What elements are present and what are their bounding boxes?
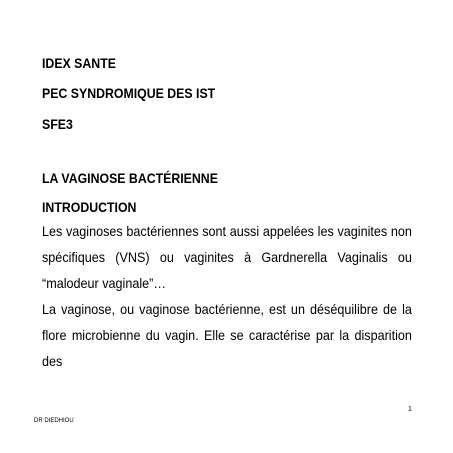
definition-paragraph: La vaginose, ou vaginose bactérienne, est un déséquilibre de la flore microbienne du vagin. Elle se caractérise par la disparition des [42, 301, 412, 369]
intro-paragraph: Les vaginoses bactériennes sont aussi appelées les vaginites non spécifiques (VNS) ou vaginites à Gardnerella Vaginalis ou “malodeur vaginale”… [42, 223, 412, 291]
document-body [42, 55, 412, 369]
organization-heading: IDEX SANTE [42, 55, 116, 71]
footer-author: DR DIEDHIOU [34, 418, 74, 424]
level-heading: SFE3 [42, 116, 73, 132]
section-heading: INTRODUCTION [42, 199, 137, 215]
page-number: 1 [408, 406, 412, 413]
topic-heading: LA VAGINOSE BACTÉRIENNE [42, 170, 218, 186]
course-heading: PEC SYNDROMIQUE DES IST [42, 85, 216, 101]
